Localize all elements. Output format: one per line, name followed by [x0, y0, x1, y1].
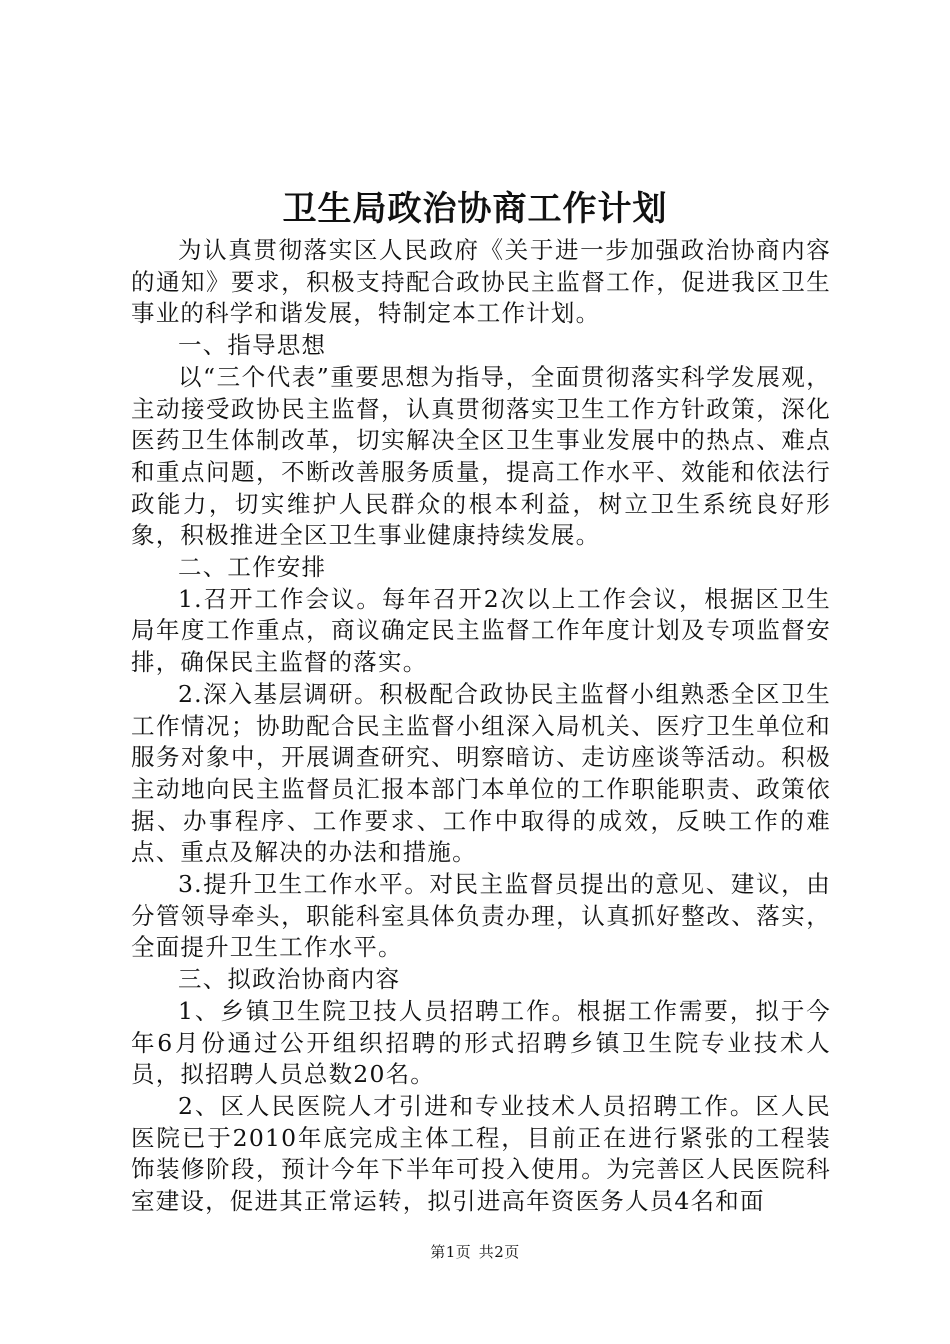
document-title: 卫生局政治协商工作计划 [282, 189, 668, 229]
section-heading-work-arrangement: 二、工作安排 [178, 553, 327, 582]
page-number: 第1页 [430, 1243, 472, 1261]
page-footer [0, 1242, 950, 1262]
section-heading-guiding-ideology: 一、指导思想 [178, 331, 327, 360]
body-paragraph: 3.提升卫生工作水平。对民主监督员提出的意见、建议，由分管领导牵头，职能科室具体负责办理，认真抓好整改、落实，全面提升卫生工作水平。 [131, 870, 831, 962]
body-paragraph: 1、乡镇卫生院卫技人员招聘工作。根据工作需要，拟于今年6月份通过公开组织招聘的形式招聘乡镇卫生院专业技术人员，拟招聘人员总数20名。 [131, 996, 831, 1089]
section-heading-consultation-content: 三、拟政治协商内容 [178, 965, 401, 994]
body-paragraph: 2.深入基层调研。积极配合政协民主监督小组熟悉全区卫生工作情况；协助配合民主监督小组深入局机关、医疗卫生单位和服务对象中，开展调查研究、明察暗访、走访座谈等活动。积极主动地向民主监督员汇报本部门本单位的工作职能职责、政策依据、办事程序、工作要求、工作中取得的成效，反映工作的难点、重点及解决的办法和措施。 [131, 679, 831, 867]
intro-paragraph: 为认真贯彻落实区人民政府《关于进一步加强政治协商内容的通知》要求，积极支持配合政协民主监督工作，促进我区卫生事业的科学和谐发展，特制定本工作计划。 [131, 236, 831, 328]
body-paragraph: 1.召开工作会议。每年召开2次以上工作会议，根据区卫生局年度工作重点，商议确定民主监督工作年度计划及专项监督安排，确保民主监督的落实。 [131, 584, 831, 677]
body-paragraph: 2、区人民医院人才引进和专业技术人员招聘工作。区人民医院已于2010年底完成主体工程，目前正在进行紧张的工程装饰装修阶段，预计今年下半年可投入使用。为完善区人民医院科室建设，促进其正常运转，拟引进高年资医务人员4名和面 [131, 1091, 831, 1216]
page-total: 共2页 [478, 1243, 520, 1261]
body-paragraph: 以“三个代表”重要思想为指导，全面贯彻落实科学发展观，主动接受政协民主监督，认真贯彻落实卫生工作方针政策，深化医药卫生体制改革，切实解决全区卫生事业发展中的热点、难点和重点问题，不断改善服务质量，提高工作水平、效能和依法行政能力，切实维护人民群众的根本利益，树立卫生系统良好形象，积极推进全区卫生事业健康持续发展。 [131, 362, 831, 550]
document-body [131, 235, 831, 1218]
